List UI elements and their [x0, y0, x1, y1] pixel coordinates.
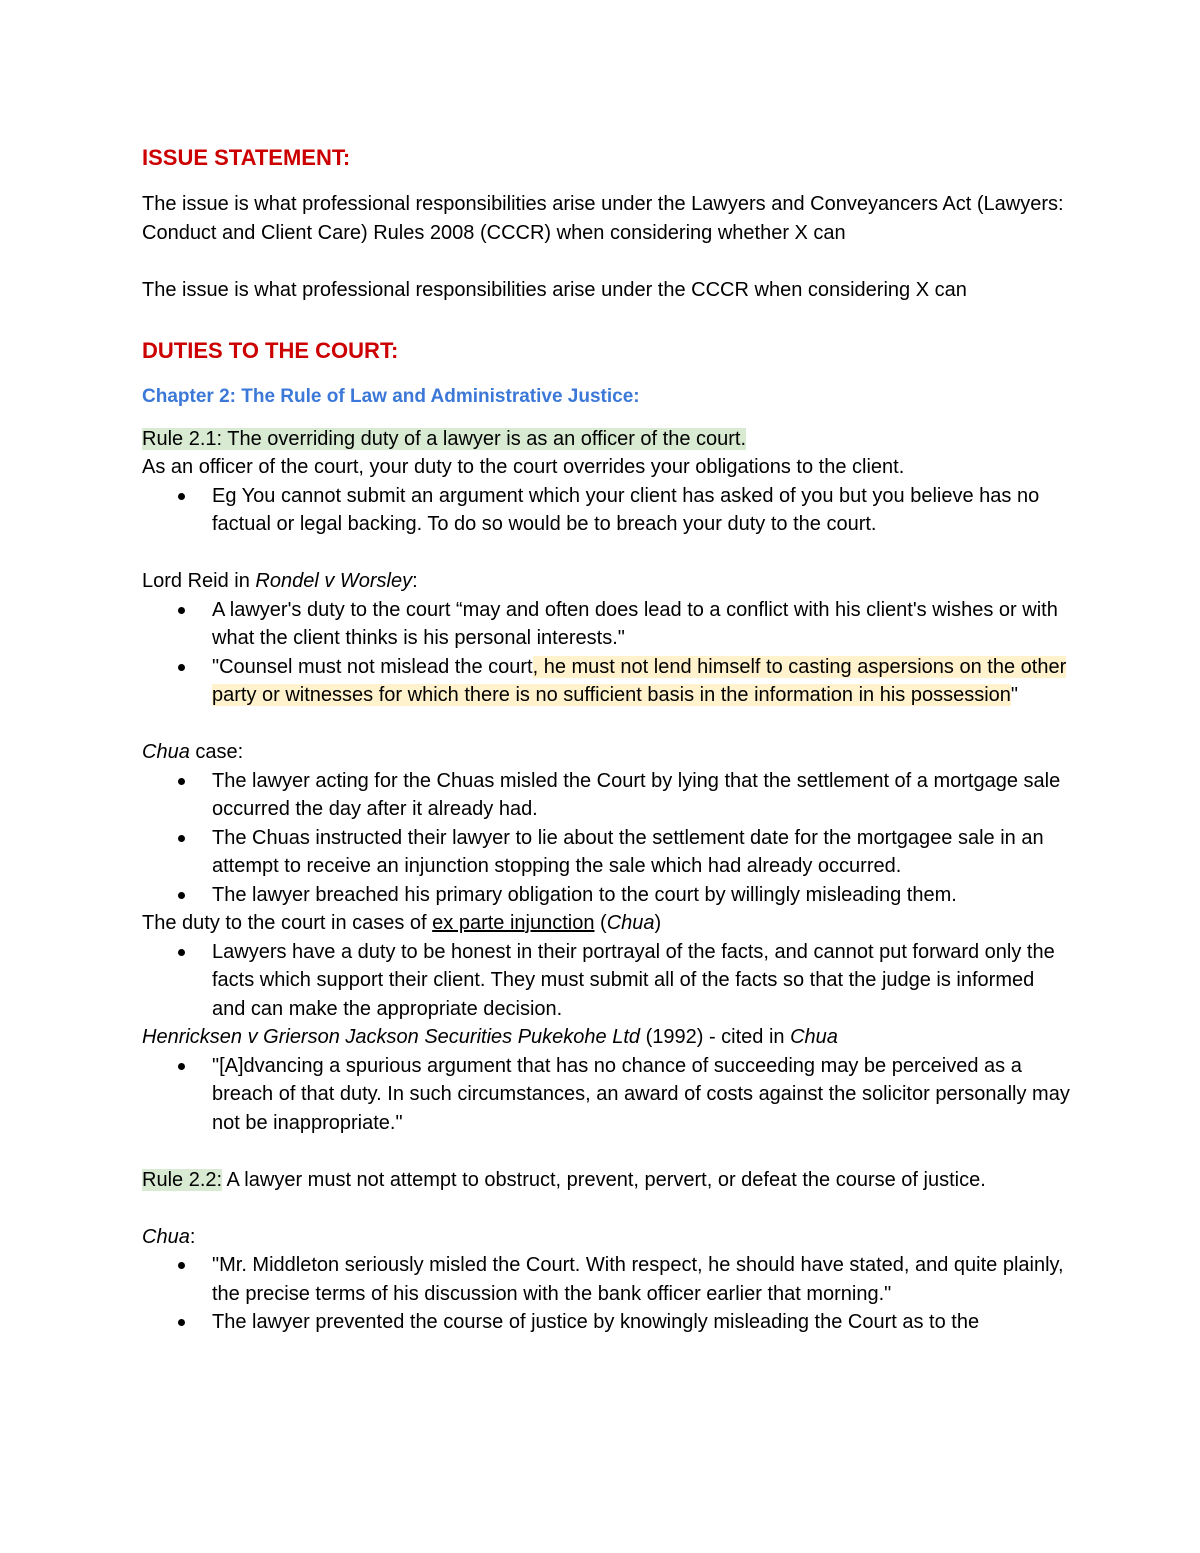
list-item-text: Eg You cannot submit an argument which your client has asked of you but you believe has no factual or legal backing. To do so would be to breach your duty to the court.: [212, 484, 1040, 535]
ex-parte-underlined: ex parte injunction: [432, 912, 595, 934]
list-item-text: The Chuas instructed their lawyer to lie about the settlement date for the mortgagee sale in an attempt to receive an injunction stopping the sale which had already occurred.: [212, 826, 1044, 877]
chua-case-name: Chua: [142, 741, 190, 763]
bullet-icon: [178, 778, 185, 785]
bullet-icon: [178, 1063, 185, 1070]
highlighted-quote: , he must not lend himself to casting aspersions on the other party or witnesses for which there is no sufficient basis in the information in his possession: [212, 655, 1067, 706]
ex-parte-end: ): [654, 912, 662, 934]
rule-2-2: [142, 1166, 1072, 1195]
list-item: [142, 1251, 1072, 1308]
list-item-text: "Counsel must not mislead the court: [212, 655, 533, 678]
list-item-text: The lawyer prevented the course of justice by knowingly misleading the Court as to the: [212, 1311, 980, 1333]
bullet-icon: [178, 607, 185, 614]
rule-2-1-list: [142, 482, 1072, 539]
list-item: [142, 881, 1072, 910]
reid-suffix: :: [412, 570, 418, 592]
list-item: [142, 1308, 1072, 1337]
list-item: [142, 767, 1072, 824]
ex-parte-case-name: Chua: [606, 912, 655, 934]
list-item-text: The lawyer breached his primary obligation to the court by willingly misleading them.: [212, 883, 957, 906]
ex-parte-mid: (: [594, 912, 607, 934]
rule-2-1-title: [142, 425, 1072, 454]
bullet-icon: [178, 493, 185, 500]
list-item: [142, 824, 1072, 881]
issue-paragraph-2: The issue is what professional responsibilities arise under the CCCR when considering X can: [142, 278, 967, 301]
rule-2-2-text: A lawyer must not attempt to obstruct, prevent, pervert, or defeat the course of justice.: [222, 1168, 986, 1191]
rule-2-1-text: As an officer of the court, your duty to the court overrides your obligations to the client.: [142, 456, 905, 478]
list-item: [142, 1052, 1072, 1138]
list-item-text: The lawyer acting for the Chuas misled the Court by lying that the settlement of a mortgage sale occurred the day after it already had.: [212, 769, 1061, 820]
issue-statement-heading: ISSUE STATEMENT:: [142, 145, 351, 170]
issue-paragraph-1: The issue is what professional responsibilities arise under the Lawyers and Conveyancers Act (Lawyers: Conduct and Client Care) Rules 2008 (CCCR) when considering whether X can: [142, 193, 1064, 244]
rule-2-2-label: Rule 2.2:: [142, 1168, 223, 1191]
bullet-icon: [178, 1319, 185, 1326]
list-item-text: Lawyers have a duty to be honest in their portrayal of the facts, and cannot put forward only the facts which support their client. They must submit all of the facts so that the judge is informed and can make the appropriate decision.: [212, 940, 1055, 1020]
bullet-icon: [178, 949, 185, 956]
document-page: [142, 140, 1072, 1337]
reid-case-name: Rondel v Worsley: [255, 570, 413, 592]
henricksen-cited-case: Chua: [790, 1026, 838, 1048]
chua-intro: [142, 738, 1072, 767]
duties-heading: DUTIES TO THE COURT:: [142, 337, 399, 363]
list-item: [142, 482, 1072, 539]
henricksen-intro: [142, 1023, 1072, 1052]
list-item-text: A lawyer's duty to the court “may and often does lead to a conflict with his client's wishes or with what the client thinks is his personal interests.": [212, 598, 1058, 649]
bullet-icon: [178, 835, 185, 842]
list-item: [142, 938, 1072, 1024]
reid-prefix: Lord Reid in: [142, 570, 256, 592]
henricksen-mid: (1992) - cited in: [640, 1026, 791, 1048]
ex-parte-list: [142, 938, 1072, 1024]
reid-intro: [142, 567, 1072, 596]
reid-list: [142, 596, 1072, 710]
chua-2-suffix: :: [189, 1225, 196, 1248]
chua-2-case-name: Chua: [142, 1225, 190, 1248]
ex-parte-intro: [142, 909, 1072, 938]
chua-list: [142, 767, 1072, 910]
list-item: [142, 596, 1072, 653]
rule-2-1-highlight: Rule 2.1: The overriding duty of a lawyer is as an officer of the court.: [142, 427, 747, 450]
list-item-text: "[A]dvancing a spurious argument that has no chance of succeeding may be perceived as a breach of that duty. In such circumstances, an award of costs against the solicitor personally may not be inappropriate.": [212, 1054, 1070, 1134]
bullet-icon: [178, 892, 185, 899]
henricksen-case-name: Henricksen v Grierson Jackson Securities Pukekohe Ltd: [142, 1026, 641, 1048]
chapter-heading: Chapter 2: The Rule of Law and Administrative Justice:: [142, 385, 640, 407]
henricksen-list: [142, 1052, 1072, 1138]
chua-2-list: [142, 1251, 1072, 1337]
list-item-text: "Mr. Middleton seriously misled the Court. With respect, he should have stated, and quite plainly, the precise terms of his discussion with the bank officer earlier that morning.": [212, 1254, 1064, 1305]
chua-suffix: case:: [189, 741, 244, 763]
list-item: [142, 653, 1072, 710]
bullet-icon: [178, 664, 185, 671]
ex-parte-prefix: The duty to the court in cases of: [142, 912, 433, 934]
bullet-icon: [178, 1262, 185, 1269]
list-item-text-end: ": [1010, 684, 1019, 706]
chua-2-intro: [142, 1223, 1072, 1252]
